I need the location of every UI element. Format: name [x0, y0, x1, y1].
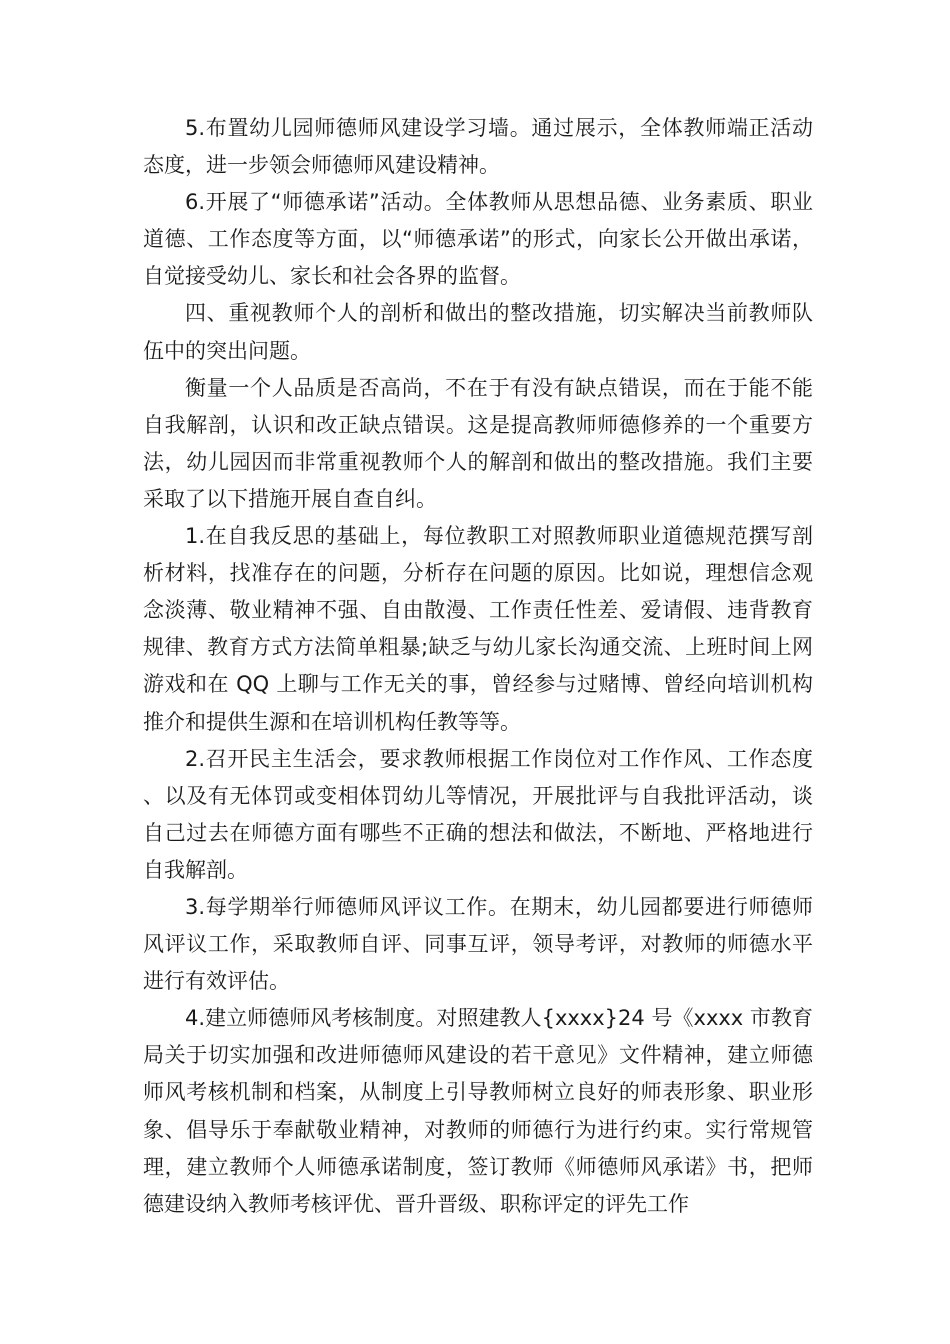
document-body	[143, 110, 813, 1223]
paragraph-self-examination-intro: 衡量一个人品质是否高尚，不在于有没有缺点错误，而在于能不能自我解剖，认识和改正缺点错误。这是提高教师师德修养的一个重要方法，幼儿园因而非常重视教师个人的解剖和做出的整改措施。我们主要采取了以下措施开展自查自纠。	[143, 375, 813, 511]
paragraph-item-1-self-reflection: 1.在自我反思的基础上，每位教职工对照教师职业道德规范撰写剖析材料，找准存在的问题，分析存在问题的原因。比如说，理想信念观念淡薄、敬业精神不强、自由散漫、工作责任性差、爱请假、违背教育规律、教育方式方法简单粗暴;缺乏与幼儿家长沟通交流、上班时间上网游戏和在 QQ 上聊与工作无关的事，曾经参与过赌博、曾经向培训机构推介和提供生源和在培训机构任教等等。	[143, 524, 813, 734]
paragraph-item-6-teacher-pledge: 6.开展了“师德承诺”活动。全体教师从思想品德、业务素质、职业道德、工作态度等方面，以“师德承诺”的形式，向家长公开做出承诺，自觉接受幼儿、家长和社会各界的监督。	[143, 190, 813, 289]
paragraph-item-5-study-wall: 5.布置幼儿园师德师风建设学习墙。通过展示，全体教师端正活动态度，进一步领会师德师风建设精神。	[143, 116, 813, 178]
paragraph-item-3-evaluation: 3.每学期举行师德师风评议工作。在期末，幼儿园都要进行师德师风评议工作，采取教师自评、同事互评，领导考评，对教师的师德水平进行有效评估。	[143, 894, 813, 994]
paragraph-item-4-assessment-system: 4.建立师德师风考核制度。对照建教人{xxxx}24 号《xxxx 市教育局关于切实加强和改进师德师风建设的若干意见》文件精神，建立师德师风考核机制和档案，从制度上引导教师树立良好的师表形象、职业形象、倡导乐于奉献敬业精神，对教师的师德行为进行约束。实行常规管理，建立教师个人师德承诺制度，签订教师《师德师风承诺》书，把师德建设纳入教师考核评优、晋升晋级、职称评定的评先工作	[143, 1006, 813, 1216]
paragraph-item-2-democratic-meeting: 2.召开民主生活会，要求教师根据工作岗位对工作作风、工作态度、以及有无体罚或变相体罚幼儿等情况，开展批评与自我批评活动，谈自己过去在师德方面有哪些不正确的想法和做法，不断地、严格地进行自我解剖。	[143, 746, 813, 882]
section-heading-four: 四、重视教师个人的剖析和做出的整改措施，切实解决当前教师队伍中的突出问题。	[143, 301, 813, 363]
